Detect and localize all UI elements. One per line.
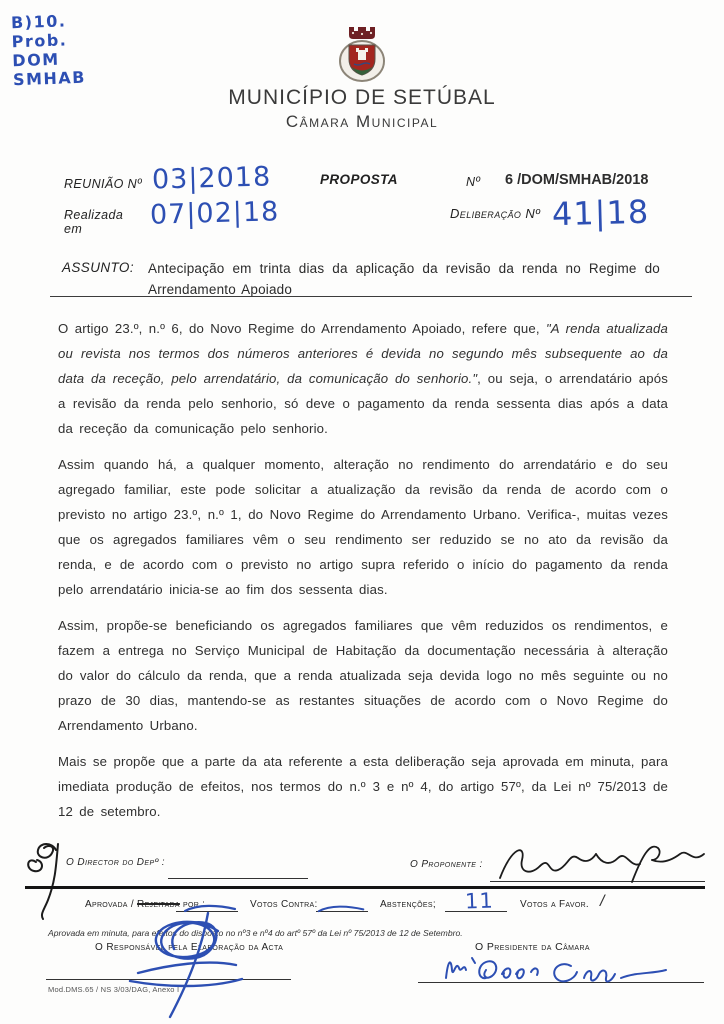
minuta-note: Aprovada em minuta, para efeitos do disposto no nº3 e nº4 do artº 57º da Lei nº 75/2013 de 12 de Setembro. bbox=[48, 928, 463, 938]
margin-annotation-line: B)10. bbox=[10, 11, 67, 33]
deliberacao-label: Deliberação Nº bbox=[450, 206, 541, 221]
abstencoes-label: Abstenções; bbox=[380, 899, 436, 910]
votos-contra-label: Votos Contra: bbox=[250, 899, 318, 910]
assunto-divider bbox=[50, 296, 692, 297]
director-initials-signature bbox=[22, 840, 72, 922]
rejeitada-label-struck: Rejeitada bbox=[137, 899, 180, 910]
numero-value: 6 /DOM/SMHAB/2018 bbox=[505, 172, 649, 188]
margin-annotation-line: Prob. bbox=[11, 30, 68, 52]
body-paragraph-4: Mais se propõe que a parte da ata referente a esta deliberação seja aprovada em minuta, para imediata produção de efeitos, nos termos do n.º 3 e nº 4, do artigo 57º, da Lei nº 75/2013 de 12 de setembro. bbox=[58, 754, 668, 819]
body-paragraph-2: Assim quando há, a qualquer momento, alteração no rendimento do arrendatário e do seu agregado familiar, este pode solicitar a atualização da revisão da renda de acordo com o previsto no artigo 23.º, n.º 1, do Novo Regime do Arrendamento Urbano. Verifica-, muitas vezes que os agregados familiares vêm o seu rendimento ser reduzido se no ato da revisão da renda, e de acordo com o previsto no artigo supra referido o início do pagamento da renda pelo arrendatário inicia-se ao fim dos sessenta dias. bbox=[58, 457, 668, 597]
realizada-label-line2: em bbox=[64, 222, 83, 236]
proponente-label: O Proponente : bbox=[410, 859, 483, 870]
p1-legal-quote: "A renda atualizada ou revista nos termos dos números anteriores é devida no segundo mês subsequente ao da data da receção, pelo arrendatário, da comunicação do senhorio." bbox=[58, 321, 668, 386]
presidente-signature bbox=[436, 948, 686, 988]
responsavel-signature bbox=[118, 905, 248, 1023]
director-signature-line bbox=[168, 864, 308, 879]
deliberacao-value-handwritten: 41|18 bbox=[551, 192, 650, 234]
responsavel-label: O Responsável pela Elaboração da Acta bbox=[95, 942, 284, 953]
margin-annotation-line: DOM bbox=[12, 49, 60, 71]
proposta-label: PROPOSTA bbox=[320, 172, 398, 187]
presidente-label: O Presidente da Câmara bbox=[475, 941, 590, 953]
municipality-title: MUNICÍPIO DE SETÚBAL bbox=[228, 86, 496, 109]
reuniao-value-handwritten: 03|2018 bbox=[151, 161, 272, 196]
margin-annotation bbox=[11, 11, 87, 89]
realizada-label bbox=[64, 208, 123, 236]
section-divider bbox=[25, 886, 705, 889]
council-title: Câmara Municipal bbox=[285, 112, 439, 131]
votos-favor-value-handwritten: 11 bbox=[464, 888, 495, 914]
realizada-value-handwritten: 07|02|18 bbox=[149, 196, 280, 231]
body-paragraph-1 bbox=[58, 316, 668, 441]
p1-conclusion: , ou seja, o arrendatário após a revisão da renda pelo senhorio, só deve o pagamento da renda sessenta dias após a data da receção da comunicação pelo senhorio. bbox=[58, 371, 668, 436]
votos-favor-label: Votos a Favor. bbox=[520, 899, 590, 910]
assunto-text: Antecipação em trinta dias da aplicação da revisão da renda no Regime do Arrendamento Apoiado bbox=[148, 261, 660, 297]
proponente-signature bbox=[492, 838, 707, 886]
director-label: O Director do Depº : bbox=[66, 857, 165, 868]
assunto-label: ASSUNTO: bbox=[62, 260, 134, 275]
realizada-label-line1: Realizada bbox=[64, 208, 124, 222]
vote-slash-mark: / bbox=[600, 893, 605, 910]
aprovada-label: Aprovada / bbox=[85, 899, 134, 910]
p1-intro: O artigo 23.º, n.º 6, do Novo Regime do Arrendamento Apoiado, refere que, bbox=[58, 321, 546, 336]
reuniao-label: REUNIÃO Nº bbox=[64, 177, 143, 191]
por-label: por : bbox=[183, 899, 206, 910]
numero-label: Nº bbox=[466, 175, 481, 189]
body-paragraph-3: Assim, propõe-se beneficiando os agregados familiares que vêm reduzidos os rendimentos, e fazem a entrega no Serviço Municipal de Habitação da documentação necessária à alteração do valor do cálculo da renda, que a renda atualizada seja devida logo no mês seguinte ou no prazo de 30 dias, mantendo-se as restantes situações de acordo com o Novo Regime do Arrendamento Urbano. bbox=[58, 618, 668, 733]
form-code: Mod.DMS.65 / NS 3/03/DAG, Anexo I bbox=[48, 985, 180, 994]
margin-annotation-line: SMHAB bbox=[12, 67, 87, 90]
document-body bbox=[58, 316, 668, 835]
coat-of-arms-icon bbox=[336, 24, 388, 84]
vote-check-mark-2 bbox=[316, 903, 366, 914]
